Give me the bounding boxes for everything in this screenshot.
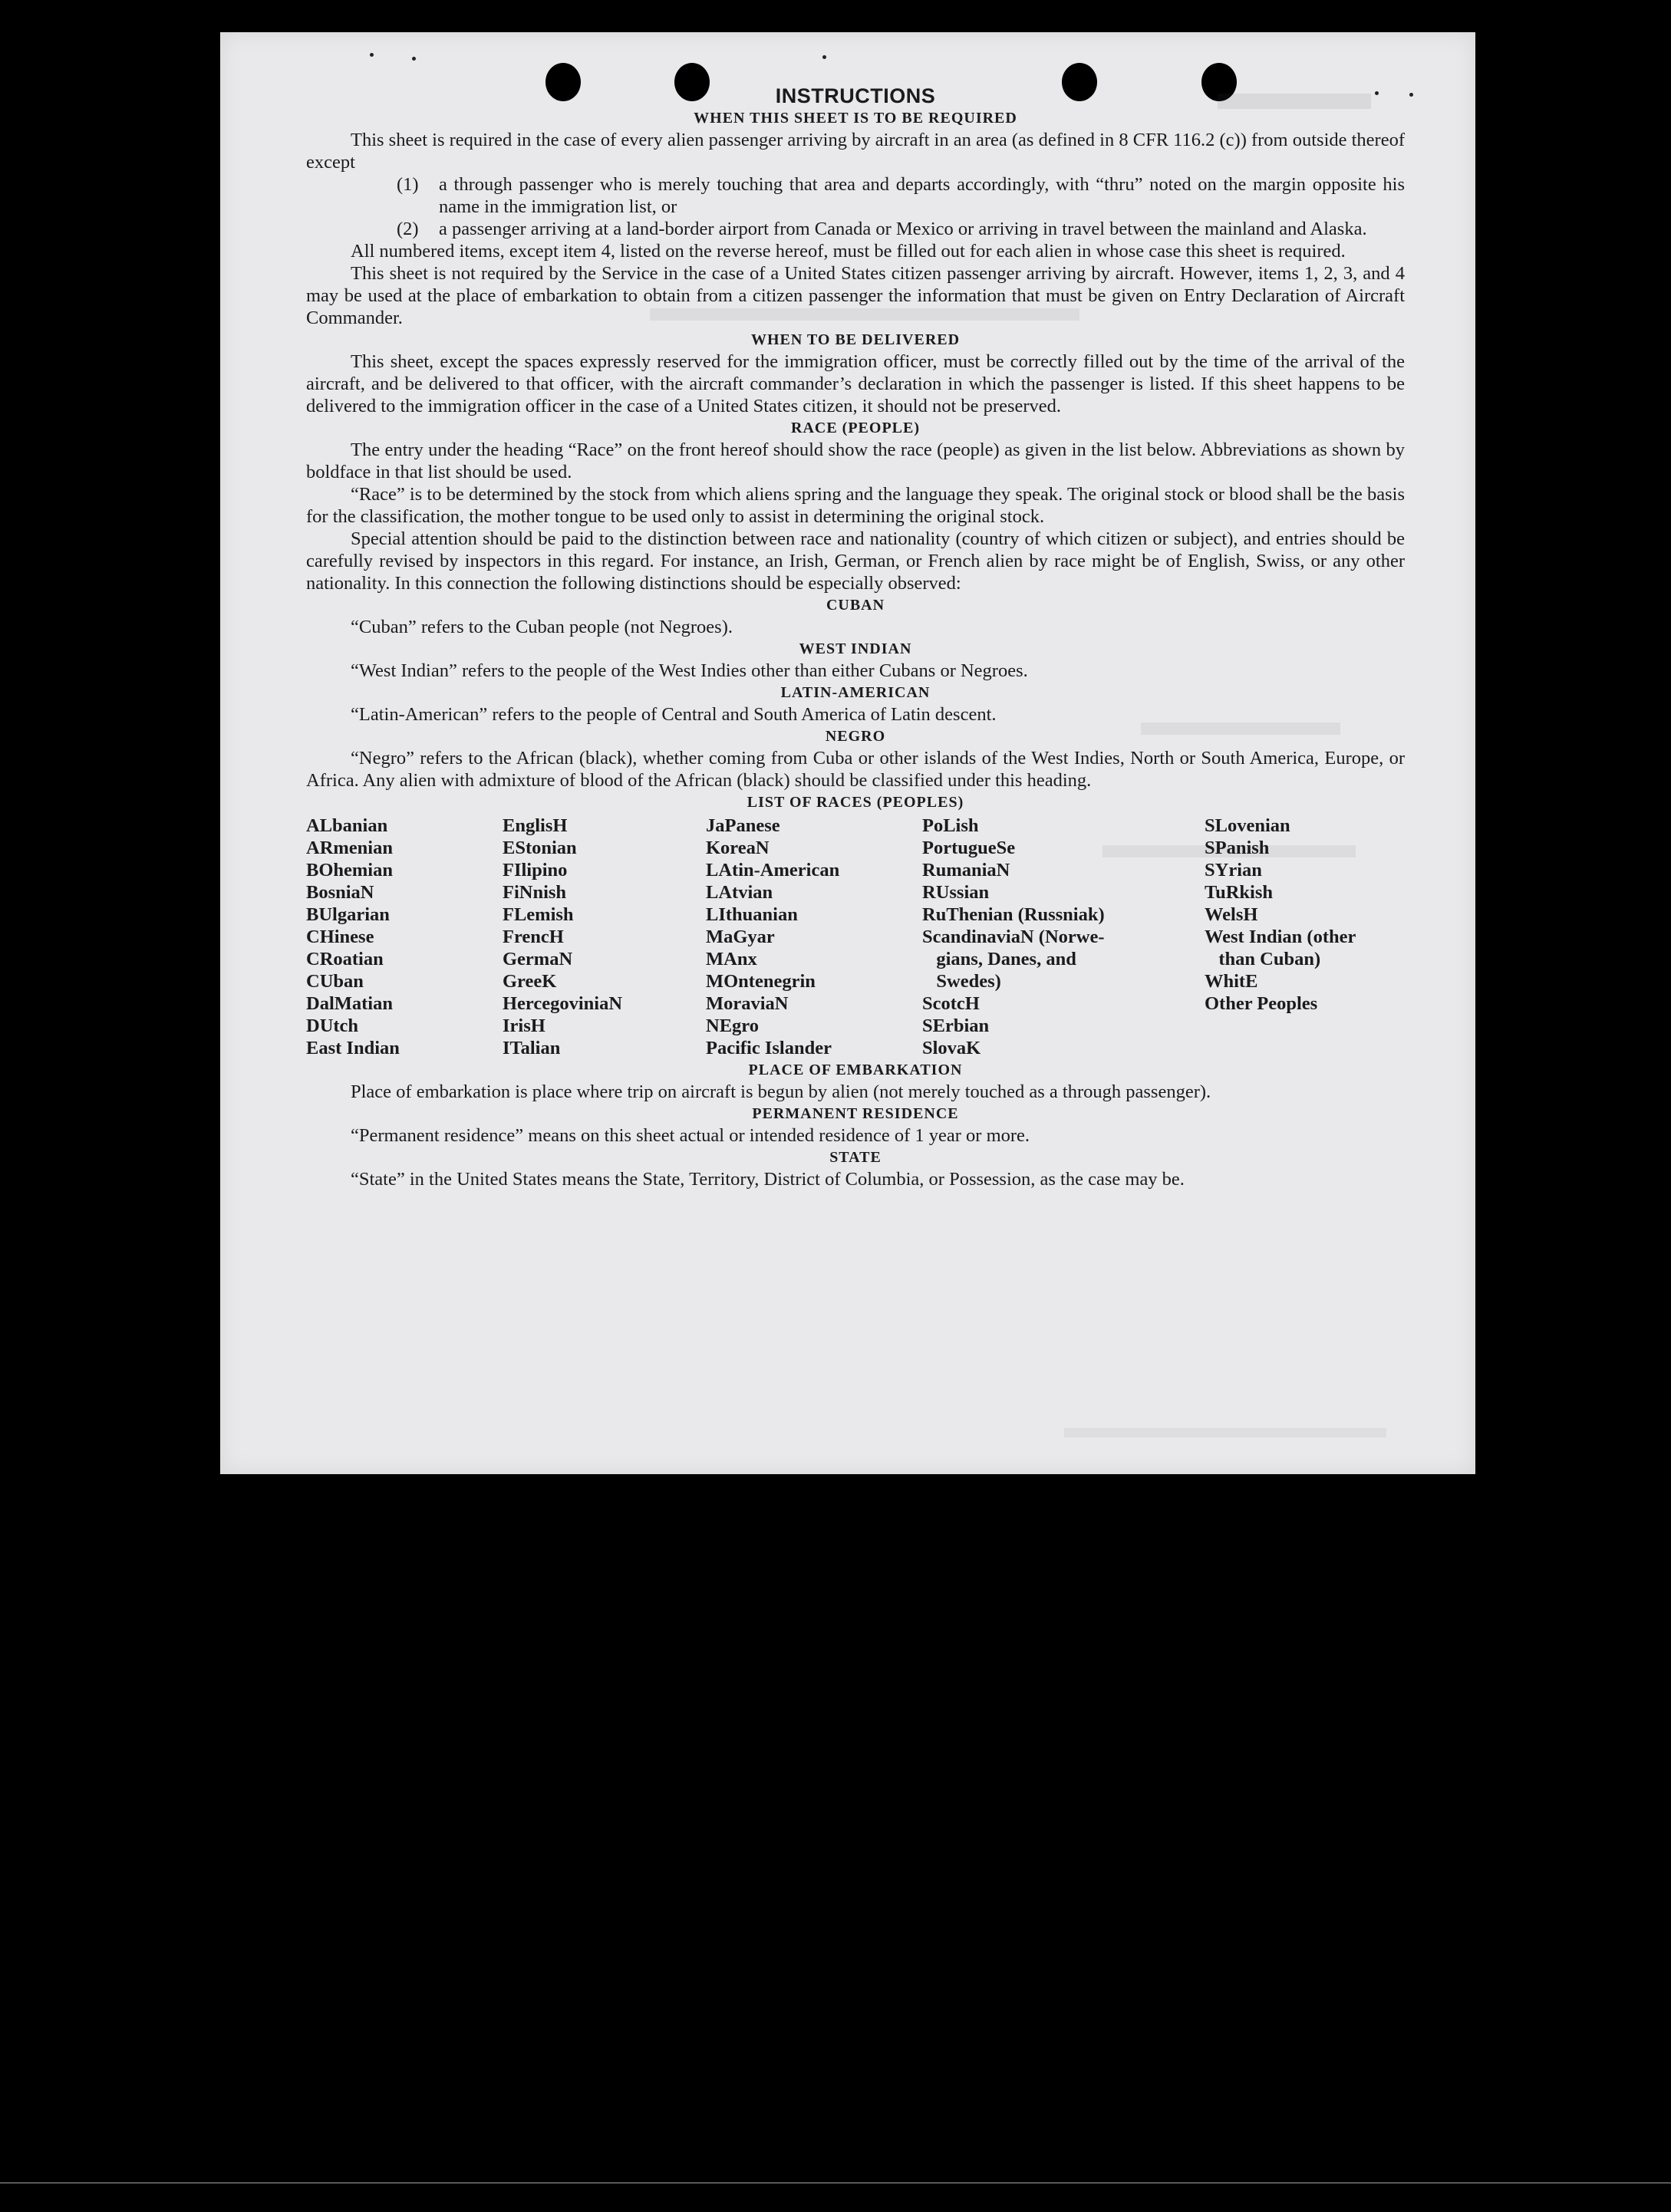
section-heading-latin-american: LATIN-AMERICAN bbox=[780, 684, 931, 701]
section-heading-permanent-residence: PERMANENT RESIDENCE bbox=[752, 1105, 959, 1122]
race-list-item: FLemish bbox=[503, 904, 574, 925]
instructions-text bbox=[306, 84, 1405, 1190]
race-list-item: LAtin-American bbox=[706, 860, 840, 881]
instruction-sheet bbox=[220, 32, 1475, 1474]
scan-speck bbox=[412, 57, 416, 61]
section-heading-when-delivered: WHEN TO BE DELIVERED bbox=[750, 331, 961, 348]
race-list-item: HercegoviniaN bbox=[503, 993, 623, 1014]
race-list-item: SErbian bbox=[922, 1015, 990, 1036]
page-title: INSTRUCTIONS bbox=[775, 84, 936, 107]
race-list-item: EnglisH bbox=[503, 815, 568, 836]
race-column-4 bbox=[922, 815, 1205, 1059]
race-list-item: RuThenian (Russniak) bbox=[922, 904, 1105, 925]
section-heading-race: RACE (PEOPLE) bbox=[791, 420, 920, 436]
race-list-item: BOhemian bbox=[306, 860, 393, 881]
paragraph-residence: “Permanent residence” means on this sheet actual or intended residence of 1 year or more. bbox=[351, 1125, 1030, 1146]
section-heading-cuban: CUBAN bbox=[826, 597, 885, 614]
race-column-5 bbox=[1205, 815, 1404, 1059]
race-list-item: GreeK bbox=[503, 971, 557, 992]
race-list-item: JaPanese bbox=[706, 815, 780, 836]
race-list-item: DalMatian bbox=[306, 993, 393, 1014]
race-list-item: TuRkish bbox=[1205, 882, 1274, 903]
scan-speck bbox=[370, 53, 374, 57]
scan-speck bbox=[822, 55, 826, 59]
section-heading-state: STATE bbox=[829, 1149, 882, 1166]
section-heading-place-of-embarkation: PLACE OF EMBARKATION bbox=[748, 1062, 963, 1078]
race-list-item: RumaniaN bbox=[922, 860, 1010, 881]
race-list-item: Swedes) bbox=[922, 971, 1001, 992]
paragraph-race-nationality: Special attention should be paid to the distinction between race and nationality (country of which citizen or subject), and entries should be carefully revised by inspectors in this regard. For instance, an Irish, German, or French alien by race might be of English, Swiss, or any other nationality. In this connection the following distinctions should be especially observed: bbox=[306, 528, 1405, 594]
section-heading-list-of-races: LIST OF RACES (PEOPLES) bbox=[747, 794, 964, 811]
exception-text: a passenger arriving at a land-border airport from Canada or Mexico or arriving in travel between the mainland and Alaska. bbox=[439, 219, 1367, 239]
scan-speck bbox=[1375, 91, 1379, 95]
paragraph-delivery: This sheet, except the spaces expressly reserved for the immigration officer, must be correctly filled out by the time of the arrival of the aircraft, and be delivered to that officer, with the aircraft commander’s declaration in which the passenger is listed. If this sheet happens to be delivered to the immigration officer in the case of a United States citizen, it should not be preserved. bbox=[306, 351, 1405, 416]
paragraph-race-stock: “Race” is to be determined by the stock from which aliens spring and the language they speak. The original stock or blood shall be the basis for the classification, the mother tongue to be used only to assist in determining the original stock. bbox=[306, 484, 1405, 527]
race-list-item: West Indian (other bbox=[1205, 927, 1356, 947]
exception-list bbox=[306, 173, 1405, 240]
bleed-through-mark bbox=[1064, 1428, 1386, 1437]
race-list-item: BUlgarian bbox=[306, 904, 390, 925]
race-list-item: EStonian bbox=[503, 838, 577, 858]
scan-border-line bbox=[0, 2182, 1671, 2184]
race-list-item: FIlipino bbox=[503, 860, 568, 881]
paragraph-citizen: This sheet is not required by the Service in the case of a United States citizen passenger arriving by aircraft. However, items 1, 2, 3, and 4 may be used at the place of embarkation to obtain from a citizen passenger the information that must be given on Entry Declaration of Aircraft Commander. bbox=[306, 263, 1405, 328]
scan-speck bbox=[1409, 93, 1413, 97]
paragraph-latin-american: “Latin-American” refers to the people of Central and South America of Latin descent. bbox=[351, 704, 997, 725]
paragraph-negro: “Negro” refers to the African (black), whether coming from Cuba or other islands of the West Indies, North or South America, Europe, or Africa. Any alien with admixture of blood of the African (black) should be classified under this heading. bbox=[306, 748, 1405, 791]
race-list-item: SPanish bbox=[1205, 838, 1270, 858]
race-list-item: CUban bbox=[306, 971, 364, 992]
paragraph-required-intro: This sheet is required in the case of every alien passenger arriving by aircraft in an area (as defined in 8 CFR 116.2 (c)) from outside thereof except bbox=[306, 130, 1405, 173]
race-list-item: BosniaN bbox=[306, 882, 374, 903]
race-column-3 bbox=[706, 815, 922, 1059]
race-list-item: FiNnish bbox=[503, 882, 567, 903]
race-list-item: PortugueSe bbox=[922, 838, 1016, 858]
exception-text: a through passenger who is merely touching that area and departs accordingly, with “thru” noted on the margin opposite his name in the immigration list, or bbox=[439, 174, 1405, 217]
race-list-item: Pacific Islander bbox=[706, 1038, 832, 1058]
race-column-1 bbox=[306, 815, 503, 1059]
race-list-item: PoLish bbox=[922, 815, 979, 836]
race-list-item: ARmenian bbox=[306, 838, 393, 858]
race-list-item: NEgro bbox=[706, 1015, 759, 1036]
race-list-item: GermaN bbox=[503, 949, 573, 969]
race-list-item: WhitE bbox=[1205, 971, 1258, 992]
race-list bbox=[306, 815, 1405, 1059]
race-list-item: LIthuanian bbox=[706, 904, 798, 925]
race-column-2 bbox=[503, 815, 706, 1059]
race-list-item: CRoatian bbox=[306, 949, 384, 969]
paragraph-west-indian: “West Indian” refers to the people of the West Indies other than either Cubans or Negroes. bbox=[351, 660, 1028, 681]
race-list-item: MAnx bbox=[706, 949, 757, 969]
race-list-item: MaGyar bbox=[706, 927, 775, 947]
section-heading-west-indian: WEST INDIAN bbox=[799, 640, 912, 657]
race-list-item: FrencH bbox=[503, 927, 564, 947]
paragraph-embarkation: Place of embarkation is place where trip on aircraft is begun by alien (not merely touched as a through passenger). bbox=[351, 1081, 1211, 1102]
race-list-item: SLovenian bbox=[1205, 815, 1290, 836]
exception-number: (2) bbox=[397, 219, 419, 239]
race-list-item: CHinese bbox=[306, 927, 374, 947]
race-list-item: ITalian bbox=[503, 1038, 561, 1058]
section-heading-negro: NEGRO bbox=[825, 728, 886, 745]
race-list-item: MOntenegrin bbox=[706, 971, 816, 992]
race-list-item: WelsH bbox=[1205, 904, 1258, 925]
race-list-item: ScotcH bbox=[922, 993, 980, 1014]
race-list-item: ScandinaviaN (Norwe- bbox=[922, 927, 1105, 947]
race-list-item: Other Peoples bbox=[1205, 993, 1318, 1014]
race-list-item: LAtvian bbox=[706, 882, 773, 903]
exception-item-2 bbox=[306, 218, 1405, 240]
race-list-item: SYrian bbox=[1205, 860, 1262, 881]
section-heading-when-required: WHEN THIS SHEET IS TO BE REQUIRED bbox=[694, 110, 1017, 127]
paragraph-cuban: “Cuban” refers to the Cuban people (not Negroes). bbox=[351, 617, 733, 637]
race-list-item: gians, Danes, and bbox=[922, 949, 1076, 969]
exception-number: (1) bbox=[397, 174, 419, 195]
race-list-item: than Cuban) bbox=[1205, 949, 1321, 969]
race-list-item: IrisH bbox=[503, 1015, 545, 1036]
race-list-item: SlovaK bbox=[922, 1038, 981, 1058]
paragraph-state: “State” in the United States means the State, Territory, District of Columbia, or Possession, as the case may be. bbox=[351, 1169, 1185, 1190]
race-list-item: East Indian bbox=[306, 1038, 400, 1058]
race-list-item: ALbanian bbox=[306, 815, 388, 836]
race-list-item: RUssian bbox=[922, 882, 990, 903]
paragraph-numbered-items: All numbered items, except item 4, listed on the reverse hereof, must be filled out for each alien in whose case this sheet is required. bbox=[351, 241, 1346, 262]
paragraph-race-entry: The entry under the heading “Race” on the front hereof should show the race (people) as given in the list below. Abbreviations as shown by boldface in that list should be used. bbox=[306, 439, 1405, 482]
race-list-item: KoreaN bbox=[706, 838, 770, 858]
race-list-item: DUtch bbox=[306, 1015, 359, 1036]
exception-item-1 bbox=[306, 173, 1405, 218]
race-list-item: MoraviaN bbox=[706, 993, 789, 1014]
